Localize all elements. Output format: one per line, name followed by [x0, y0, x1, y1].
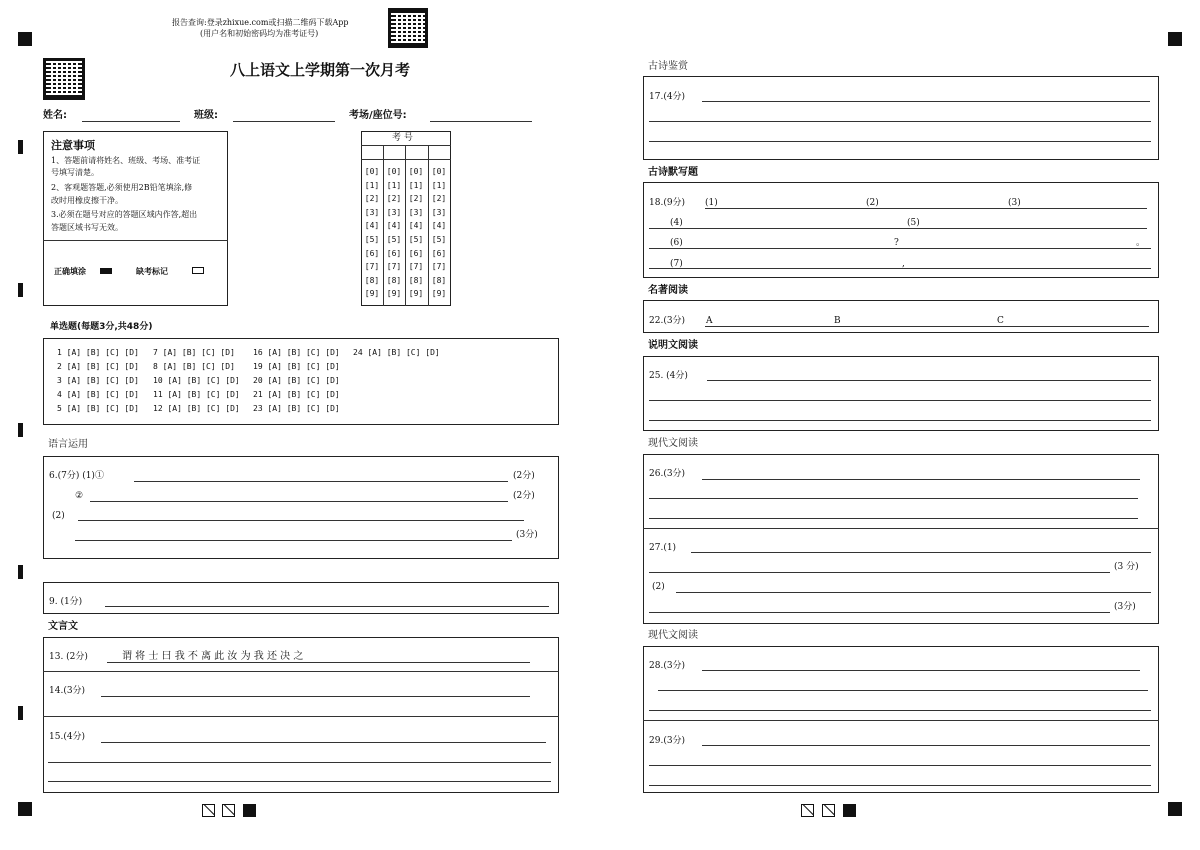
mcq-question-row[interactable]: 2 [A] [B] [C] [D]	[57, 362, 139, 371]
q26-answer-line[interactable]	[649, 518, 1138, 519]
q22-label: 22.(3分)	[649, 316, 686, 326]
exam-digit-bubble[interactable]: [4]	[364, 221, 380, 231]
section-modern-reading: 现代文阅读	[648, 438, 698, 449]
exam-digit-bubble[interactable]: [4]	[431, 221, 447, 231]
modern-reading-divider	[643, 720, 1159, 721]
timing-mark	[18, 140, 23, 154]
q22-answer-line[interactable]	[705, 326, 1149, 327]
q27-part2-label: (2)	[652, 582, 665, 592]
q9-answer-line[interactable]	[105, 606, 549, 607]
q6-sub2-label: ②	[75, 491, 84, 501]
exam-digit-bubble[interactable]: [2]	[408, 194, 424, 204]
q15-label: 15.(4分)	[49, 732, 86, 742]
q26-label: 26.(3分)	[649, 469, 686, 479]
q6-score: (2分)	[513, 471, 535, 481]
section-modern-reading: 现代文阅读	[648, 630, 698, 641]
q25-answer-line[interactable]	[649, 420, 1151, 421]
grid-col-divider	[405, 145, 406, 306]
class-field[interactable]	[233, 121, 335, 122]
notes-line: 1、答题前请将姓名、班级、考场、准考证	[51, 156, 201, 165]
registration-mark-top-right	[1168, 32, 1182, 46]
section-poetry-recitation: 古诗默写题	[648, 167, 698, 178]
mcq-question-row[interactable]: 12 [A] [B] [C] [D]	[153, 404, 240, 413]
q18-answer-line[interactable]	[649, 228, 1147, 229]
q27-score: (3分)	[1114, 602, 1136, 612]
q28-answer-line[interactable]	[658, 690, 1148, 691]
page-check-icon	[822, 804, 835, 817]
mcq-question-row[interactable]: 11 [A] [B] [C] [D]	[153, 390, 240, 399]
mcq-question-row[interactable]: 3 [A] [B] [C] [D]	[57, 376, 139, 385]
q27-answer-line[interactable]	[649, 572, 1110, 573]
q6-label: 6.(7分) (1)①	[49, 471, 104, 481]
exam-digit-bubble[interactable]: [2]	[364, 194, 380, 204]
exam-digit-bubble[interactable]: [3]	[431, 207, 447, 217]
q9-label: 9. (1分)	[49, 597, 83, 607]
q29-label: 29.(3分)	[649, 736, 686, 746]
q18-part: (5)	[907, 218, 920, 228]
section-language-use: 语言运用	[48, 439, 88, 450]
q26-answer-line[interactable]	[702, 479, 1140, 480]
mcq-question-row[interactable]: 23 [A] [B] [C] [D]	[253, 404, 340, 413]
exam-digit-bubble[interactable]: [7]	[431, 262, 447, 272]
q18-part: (7)	[670, 259, 683, 269]
page-fill-icon	[843, 804, 856, 817]
correct-fill-sample-icon	[100, 268, 112, 274]
mcq-question-row[interactable]: 21 [A] [B] [C] [D]	[253, 390, 340, 399]
q18-period: 。	[1136, 238, 1146, 248]
q18-part: (3)	[1008, 198, 1021, 208]
section-expository-reading: 说明文阅读	[648, 340, 698, 351]
exam-digit-bubble[interactable]: [1]	[408, 180, 424, 190]
q17-answer-line[interactable]	[649, 141, 1151, 142]
exam-digit-bubble[interactable]: [2]	[386, 194, 402, 204]
q13-text: 谓 将 士 曰 我 不 离 此 汝 为 我 还 决 之	[122, 651, 304, 662]
q29-answer-line[interactable]	[649, 785, 1151, 786]
class-label: 班级:	[194, 110, 218, 121]
q18-part: (1)	[705, 198, 718, 208]
mcq-question-row[interactable]: 20 [A] [B] [C] [D]	[253, 376, 340, 385]
exam-digit-bubble[interactable]: [9]	[386, 289, 402, 299]
exam-digit-bubble[interactable]: [9]	[364, 289, 380, 299]
exam-digit-bubble[interactable]: [4]	[386, 221, 402, 231]
page-check-icon	[801, 804, 814, 817]
section-classical: 文言文	[48, 621, 78, 632]
mcq-question-row[interactable]: 16 [A] [B] [C] [D]	[253, 348, 340, 357]
exam-digit-bubble[interactable]: [0]	[386, 167, 402, 176]
timing-mark	[18, 423, 23, 437]
exam-digit-bubble[interactable]: [4]	[408, 221, 424, 231]
q6-part2-label: (2)	[52, 511, 65, 521]
q25-answer-line[interactable]	[649, 400, 1151, 401]
section-poetry-appreciation: 古诗鉴赏	[648, 61, 688, 72]
q18-box	[643, 182, 1159, 278]
q27-label: 27.(1)	[649, 543, 677, 553]
q15-answer-line[interactable]	[101, 742, 546, 743]
exam-digit-bubble[interactable]: [8]	[386, 275, 402, 285]
qr-code-icon	[43, 58, 85, 100]
q25-label: 25. (4分)	[649, 371, 688, 381]
name-field[interactable]	[82, 121, 180, 122]
classical-divider	[43, 671, 559, 672]
exam-digit-bubble[interactable]: [3]	[386, 207, 402, 217]
q22-option-b: B	[834, 316, 841, 326]
q14-answer-line[interactable]	[101, 696, 530, 697]
q18-part: (4)	[670, 218, 683, 228]
password-notice: (用户名和初始密码均为准考证号)	[200, 29, 319, 38]
exam-digit-bubble[interactable]: [7]	[386, 262, 402, 272]
exam-digit-bubble[interactable]: [9]	[408, 289, 424, 299]
notes-line: 号填写清楚。	[51, 168, 99, 177]
q27-score: (3 分)	[1114, 562, 1139, 572]
registration-mark-bottom-left	[18, 802, 32, 816]
q17-box	[643, 76, 1159, 160]
page-title: 八上语文上学期第一次月考	[230, 61, 411, 79]
exam-digit-bubble[interactable]: [0]	[364, 167, 380, 176]
exam-digit-bubble[interactable]: [5]	[431, 235, 447, 244]
mcq-title: 单选题(每题3分,共48分)	[50, 322, 153, 332]
notes-line: 改时用橡皮擦干净。	[51, 196, 123, 205]
mcq-question-row[interactable]: 10 [A] [B] [C] [D]	[153, 376, 240, 385]
exam-digit-bubble[interactable]: [1]	[431, 180, 447, 190]
q28-answer-line[interactable]	[702, 670, 1140, 671]
q13-answer-line[interactable]	[107, 662, 530, 663]
q18-question-mark: ?	[894, 238, 899, 248]
registration-mark-top-left	[18, 32, 32, 46]
exam-digit-bubble[interactable]: [8]	[408, 275, 424, 285]
correct-fill-label: 正确填涂	[54, 267, 86, 276]
q18-answer-line[interactable]	[649, 248, 1151, 249]
q18-answer-line[interactable]	[705, 208, 1147, 209]
q14-label: 14.(3分)	[49, 686, 86, 696]
exam-number-title: 考 号	[392, 133, 413, 143]
notes-divider	[43, 240, 228, 241]
absent-label: 缺考标记	[136, 267, 168, 276]
mcq-question-row[interactable]: 1 [A] [B] [C] [D]	[57, 348, 139, 357]
mcq-question-row[interactable]: 5 [A] [B] [C] [D]	[57, 404, 139, 413]
exam-digit-bubble[interactable]: [7]	[364, 262, 380, 272]
q22-option-c: C	[997, 316, 1004, 326]
exam-digit-bubble[interactable]: [7]	[408, 262, 424, 272]
q22-option-a: A	[706, 316, 713, 326]
q6-answer-line[interactable]	[134, 481, 508, 482]
q28-answer-line[interactable]	[649, 710, 1151, 711]
exam-digit-bubble[interactable]: [1]	[386, 180, 402, 190]
notes-title: 注意事项	[51, 139, 95, 152]
q18-answer-line[interactable]	[649, 268, 1151, 269]
section-classics-reading: 名著阅读	[648, 285, 688, 296]
notes-line: 答题区域书写无效。	[51, 223, 123, 232]
q15-answer-line[interactable]	[48, 762, 551, 763]
grid-col-divider	[383, 145, 384, 306]
exam-digit-bubble[interactable]: [0]	[431, 167, 447, 176]
mcq-question-row[interactable]: 24 [A] [B] [C] [D]	[353, 348, 440, 357]
q28-label: 28.(3分)	[649, 661, 686, 671]
q6-answer-line[interactable]	[90, 501, 508, 502]
qr-code-icon	[388, 8, 428, 48]
exam-digit-bubble[interactable]: [2]	[431, 194, 447, 204]
exam-digit-bubble[interactable]: [8]	[364, 275, 380, 285]
grid-line	[361, 159, 451, 160]
q27-answer-line[interactable]	[691, 552, 1151, 553]
q22-box	[643, 300, 1159, 333]
absent-mark-checkbox[interactable]	[192, 267, 204, 274]
mcq-question-row[interactable]: 8 [A] [B] [C] [D]	[153, 362, 235, 371]
timing-mark	[18, 706, 23, 720]
seat-field[interactable]	[430, 121, 532, 122]
exam-digit-bubble[interactable]: [5]	[364, 235, 380, 244]
exam-digit-bubble[interactable]: [8]	[431, 275, 447, 285]
exam-digit-bubble[interactable]: [3]	[364, 207, 380, 217]
exam-digit-bubble[interactable]: [6]	[408, 248, 424, 258]
registration-mark-bottom-right	[1168, 802, 1182, 816]
grid-line	[361, 145, 451, 146]
q29-answer-line[interactable]	[702, 745, 1150, 746]
page-fill-icon	[243, 804, 256, 817]
mcq-question-row[interactable]: 19 [A] [B] [C] [D]	[253, 362, 340, 371]
q29-answer-line[interactable]	[649, 765, 1151, 766]
q15-answer-line[interactable]	[48, 781, 551, 782]
q17-label: 17.(4分)	[649, 92, 686, 102]
exam-digit-bubble[interactable]: [0]	[408, 167, 424, 176]
notes-line: 2、客观题答题,必须使用2B铅笔填涂,修	[51, 183, 193, 192]
q18-part: (2)	[866, 198, 879, 208]
exam-digit-bubble[interactable]: [5]	[386, 235, 402, 244]
q13-label: 13. (2分)	[49, 652, 88, 662]
q18-comma: ,	[902, 259, 905, 269]
exam-digit-bubble[interactable]: [1]	[364, 180, 380, 190]
exam-digit-bubble[interactable]: [9]	[431, 289, 447, 299]
exam-digit-bubble[interactable]: [6]	[386, 248, 402, 258]
q6-box	[43, 456, 559, 559]
page-check-icon	[202, 804, 215, 817]
q17-answer-line[interactable]	[649, 121, 1151, 122]
name-label: 姓名:	[43, 110, 67, 121]
grid-col-divider	[428, 145, 429, 306]
report-notice: 报告查询:登录zhixue.com或扫描二维码下载App	[172, 18, 349, 27]
q25-answer-line[interactable]	[707, 380, 1151, 381]
notes-line: 3.必须在题号对应的答题区域内作答,超出	[51, 210, 198, 219]
exam-digit-bubble[interactable]: [5]	[408, 235, 424, 244]
page-check-icon	[222, 804, 235, 817]
q6-answer-line[interactable]	[78, 520, 524, 521]
exam-digit-bubble[interactable]: [6]	[431, 248, 447, 258]
exam-digit-bubble[interactable]: [3]	[408, 207, 424, 217]
seat-label: 考场/座位号:	[349, 110, 407, 121]
q26-answer-line[interactable]	[649, 498, 1138, 499]
timing-mark	[18, 283, 23, 297]
q6-score: (2分)	[513, 491, 535, 501]
q6-score: (3分)	[516, 530, 538, 540]
q9-box	[43, 582, 559, 614]
classical-divider	[43, 716, 559, 717]
q17-answer-line[interactable]	[702, 101, 1150, 102]
mcq-question-row[interactable]: 7 [A] [B] [C] [D]	[153, 348, 235, 357]
timing-mark	[18, 565, 23, 579]
modern-reading-divider	[643, 528, 1159, 529]
mcq-question-row[interactable]: 4 [A] [B] [C] [D]	[57, 390, 139, 399]
q27-answer-line[interactable]	[649, 612, 1110, 613]
q18-label: 18.(9分)	[649, 198, 686, 208]
q6-answer-line[interactable]	[75, 540, 512, 541]
q18-part: (6)	[670, 238, 683, 248]
q27-answer-line[interactable]	[676, 592, 1151, 593]
exam-digit-bubble[interactable]: [6]	[364, 248, 380, 258]
